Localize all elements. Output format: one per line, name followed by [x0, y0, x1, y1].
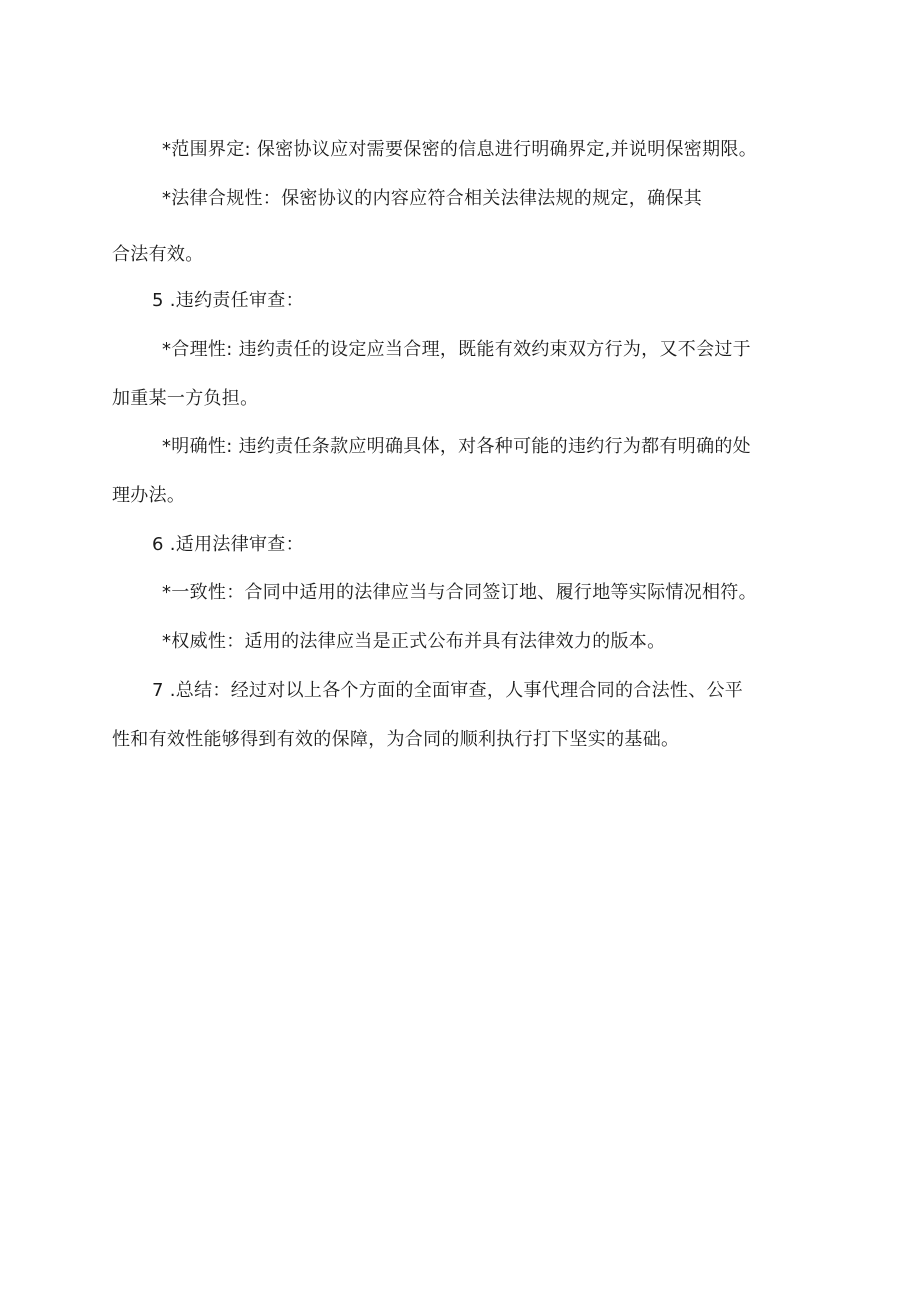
paragraph-summary-cont: 性和有效性能够得到有效的保障，为合同的顺利执行打下坚实的基础。 [112, 729, 680, 750]
heading-applicable-law-review: 6 .适用法律审查： [152, 534, 304, 555]
paragraph-legal-compliance-cont: 合法有效。 [112, 244, 204, 265]
paragraph-authority: *权威性：适用的法律应当是正式公布并具有法律效力的版本。 [162, 631, 666, 652]
paragraph-reasonableness-cont: 加重某一方负担。 [112, 388, 259, 409]
paragraph-clarity: *明确性: 违约责任条款应明确具体，对各种可能的违约行为都有明确的处 [162, 436, 751, 457]
paragraph-clarity-cont: 理办法。 [112, 485, 186, 506]
paragraph-reasonableness: *合理性: 违约责任的设定应当合理，既能有效约束双方行为，又不会过于 [162, 339, 751, 360]
paragraph-scope-definition: *范围界定: 保密协议应对需要保密的信息进行明确界定,并说明保密期限。 [162, 139, 758, 160]
heading-breach-liability-review: 5 .违约责任审查： [152, 290, 304, 311]
heading-summary: 7 .总结：经过对以上各个方面的全面审查，人事代理合同的合法性、公平 [152, 680, 744, 701]
paragraph-consistency: *一致性：合同中适用的法律应当与合同签订地、履行地等实际情况相符。 [162, 582, 757, 603]
paragraph-legal-compliance: *法律合规性：保密协议的内容应符合相关法律法规的规定，确保其 [162, 188, 702, 209]
